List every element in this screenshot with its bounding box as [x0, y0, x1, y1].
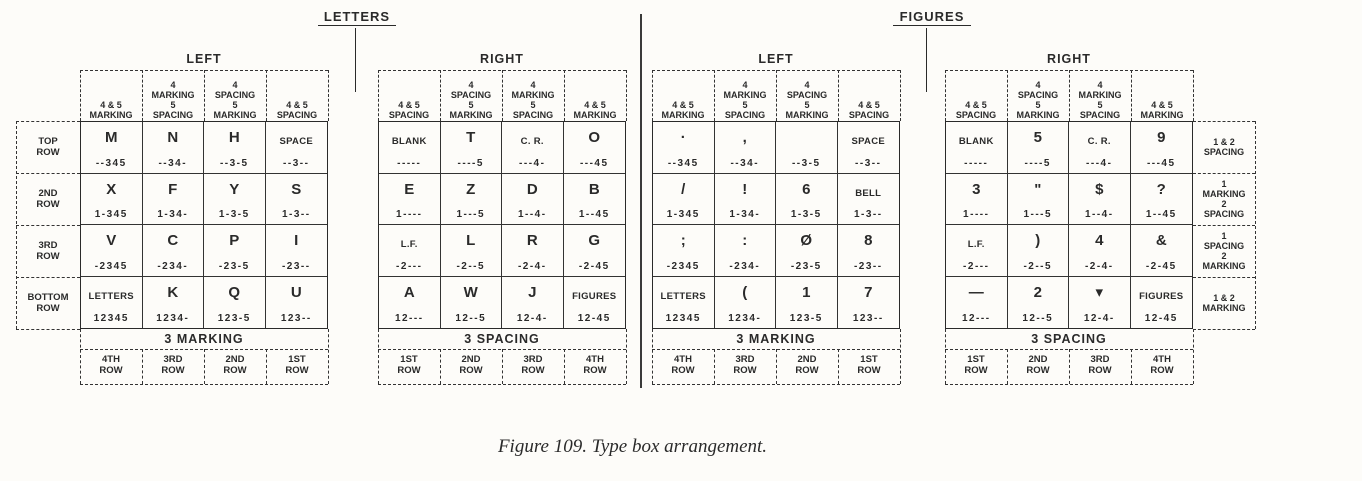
bottom-title: 3 MARKING: [164, 332, 244, 346]
cell-character: G: [588, 232, 601, 249]
cell-code: -2-45: [578, 260, 610, 272]
cell-character: L.F.: [400, 239, 418, 250]
bottom-row-label: 3RD ROW: [521, 354, 545, 376]
type-cell: [715, 122, 777, 174]
bottom-dashed-bottom: [945, 384, 1193, 385]
cell-code: 123-5: [789, 313, 823, 324]
cell-character: FIGURES: [572, 290, 617, 302]
type-cell: [266, 277, 328, 329]
type-cell: [1008, 174, 1070, 226]
bottom-row-label: 4TH ROW: [583, 354, 607, 376]
type-cell: [502, 225, 564, 277]
cell-code: -234-: [729, 260, 761, 272]
cell-character: !: [742, 180, 748, 198]
cell-code: 1-3-5: [218, 209, 250, 220]
cell-character: 4: [1095, 232, 1104, 249]
column-header: 4 SPACING 5 MARKING: [213, 80, 257, 120]
cell-character: (: [742, 283, 748, 301]
type-cell: [776, 122, 838, 174]
cell-character: BLANK: [391, 136, 427, 147]
cell-character: W: [463, 283, 478, 301]
column-header: 4 SPACING 5 MARKING: [449, 80, 493, 120]
cell-code: 12345: [665, 313, 701, 324]
column-header: 4 & 5 SPACING: [276, 100, 318, 120]
cell-character: B: [588, 180, 600, 198]
type-cell: [838, 225, 900, 277]
cell-character: SPACE: [279, 136, 314, 147]
cell-character: C: [167, 232, 179, 249]
type-cell: [143, 122, 205, 174]
rhs-dashed-right: [1255, 121, 1256, 329]
type-cell: [81, 225, 143, 277]
cell-character: &: [1155, 232, 1167, 249]
bottom-dashed-right: [1193, 329, 1194, 384]
cell-character: Ø: [800, 232, 813, 249]
cell-character: K: [167, 283, 179, 301]
cell-code: -2-4-: [517, 260, 547, 272]
type-box-grid: [652, 121, 900, 329]
letters-title-leader: [355, 28, 356, 92]
cell-character: LETTERS: [88, 290, 134, 302]
cell-code: --345: [667, 157, 699, 169]
type-cell: [1008, 277, 1070, 329]
cell-character: ;: [680, 232, 686, 249]
cell-code: 123--: [852, 313, 884, 324]
bottom-dashed-bottom: [652, 384, 900, 385]
type-cell: [946, 174, 1008, 226]
cell-code: -2--5: [1023, 260, 1053, 272]
cell-character: L.F.: [967, 239, 985, 250]
cell-character: V: [106, 232, 117, 249]
cell-character: S: [291, 180, 302, 198]
type-cell: [441, 225, 503, 277]
cell-code: 1--45: [1145, 209, 1177, 220]
bottom-row-label: 4TH ROW: [671, 354, 695, 376]
bottom-dashed-bottom: [80, 384, 328, 385]
type-cell: [946, 225, 1008, 277]
cell-code: ---45: [1146, 157, 1176, 169]
bottom-title: 3 SPACING: [1031, 332, 1107, 346]
cell-code: 12--5: [455, 313, 487, 324]
cell-character: SPACE: [851, 136, 886, 147]
cell-character: 9: [1157, 129, 1166, 146]
right-row-label: 1 SPACING 2 MARKING: [1202, 231, 1246, 271]
cell-character: J: [528, 283, 537, 301]
cell-character: D: [526, 180, 538, 198]
type-cell: [776, 174, 838, 226]
type-cell: [266, 122, 328, 174]
cell-character: 6: [802, 180, 811, 198]
cell-code: 1-345: [94, 209, 128, 220]
center-divider: [640, 14, 642, 388]
column-header: 4 & 5 MARKING: [1140, 100, 1184, 120]
column-header: 4 & 5 MARKING: [573, 100, 617, 120]
cell-code: 1-34-: [729, 209, 761, 220]
column-header: 4 SPACING 5 MARKING: [1016, 80, 1060, 120]
letters-section-title: LETTERS: [318, 9, 396, 26]
bottom-row-label: 2ND ROW: [223, 354, 247, 376]
bottom-row-label: 4TH ROW: [99, 354, 123, 376]
type-cell: [653, 174, 715, 226]
row-label-top: TOP ROW: [36, 136, 60, 158]
cell-character: Q: [228, 283, 241, 301]
cell-character: A: [403, 283, 415, 301]
type-cell: [653, 277, 715, 329]
cell-code: -2-45: [1145, 260, 1177, 272]
type-box-grid: [945, 121, 1193, 329]
cell-character: 7: [864, 283, 873, 301]
cell-code: 12-4-: [1083, 313, 1115, 324]
type-cell: [204, 277, 266, 329]
cell-code: -2--5: [456, 260, 486, 272]
cell-character: C. R.: [520, 136, 544, 147]
cell-code: -2-4-: [1084, 260, 1114, 272]
cell-code: 1-3--: [281, 209, 311, 220]
header-dashed-divider: [626, 70, 627, 121]
column-header: 4 & 5 MARKING: [89, 100, 133, 120]
cell-character: ): [1035, 232, 1041, 249]
cell-character: N: [167, 129, 179, 146]
type-cell: [441, 122, 503, 174]
cell-code: 12-4-: [516, 313, 548, 324]
block-title-right: RIGHT: [1047, 52, 1091, 66]
bottom-row-label: 3RD ROW: [733, 354, 757, 376]
cell-code: --3-5: [219, 157, 249, 169]
header-dashed-divider: [1193, 70, 1194, 121]
row-label-3rd: 3RD ROW: [36, 240, 60, 262]
cell-character: C. R.: [1087, 136, 1111, 147]
cell-code: -2---: [396, 260, 423, 272]
cell-code: --34-: [158, 157, 188, 169]
type-cell: [143, 174, 205, 226]
type-cell: [204, 225, 266, 277]
type-cell: [838, 174, 900, 226]
type-cell: [266, 174, 328, 226]
type-cell: [564, 225, 626, 277]
cell-code: 1--4-: [517, 209, 547, 220]
cell-character: Z: [466, 180, 476, 198]
bottom-row-label: 1ST ROW: [397, 354, 421, 376]
type-cell: [776, 225, 838, 277]
cell-character: —: [968, 283, 984, 301]
type-cell: [143, 277, 205, 329]
bottom-row-label: 3RD ROW: [1088, 354, 1112, 376]
cell-code: -23-5: [218, 260, 250, 272]
cell-character: 3: [972, 180, 981, 198]
type-cell: [81, 174, 143, 226]
type-cell: [81, 277, 143, 329]
cell-code: 12--5: [1022, 313, 1054, 324]
cell-character: O: [588, 129, 601, 146]
cell-code: ----5: [1024, 157, 1051, 169]
cell-character: :: [742, 232, 748, 249]
bottom-row-label: 4TH ROW: [1150, 354, 1174, 376]
type-cell: [1131, 174, 1193, 226]
type-cell: [143, 225, 205, 277]
type-cell: [81, 122, 143, 174]
type-cell: [204, 122, 266, 174]
type-cell: [564, 174, 626, 226]
cell-code: 1--4-: [1084, 209, 1114, 220]
type-cell: [564, 122, 626, 174]
row-label-dashed-divider: [16, 329, 80, 330]
cell-character: 2: [1033, 283, 1042, 301]
cell-code: ----5: [457, 157, 484, 169]
type-cell: [1069, 122, 1131, 174]
row-label-2nd: 2ND ROW: [36, 188, 60, 210]
type-cell: [379, 174, 441, 226]
type-cell: [1069, 174, 1131, 226]
type-cell: [1131, 277, 1193, 329]
type-cell: [838, 277, 900, 329]
cell-code: ---45: [579, 157, 609, 169]
cell-code: -23--: [281, 260, 311, 272]
type-cell: [204, 174, 266, 226]
bottom-row-label: 1ST ROW: [285, 354, 309, 376]
type-cell: [946, 122, 1008, 174]
cell-code: ---4-: [1086, 157, 1113, 169]
bottom-row-label: 2ND ROW: [1026, 354, 1050, 376]
bottom-dashed-right: [328, 329, 329, 384]
header-dashed-divider: [900, 70, 901, 121]
cell-character: ,: [742, 129, 747, 146]
cell-code: 1---5: [456, 209, 486, 220]
type-cell: [502, 277, 564, 329]
type-cell: [1131, 122, 1193, 174]
cell-code: 1234-: [156, 313, 190, 324]
type-cell: [379, 277, 441, 329]
cell-code: 1----: [396, 209, 423, 220]
type-cell: [1069, 225, 1131, 277]
figures-section-title: FIGURES: [893, 9, 971, 26]
cell-character: LETTERS: [660, 290, 706, 302]
cell-character: X: [106, 180, 117, 198]
type-cell: [564, 277, 626, 329]
bottom-dashed-right: [900, 329, 901, 384]
block-title-right: RIGHT: [480, 52, 524, 66]
cell-code: -2345: [94, 260, 128, 272]
column-header: 4 MARKING 5 SPACING: [151, 80, 195, 120]
type-cell: [441, 174, 503, 226]
cell-code: -23-5: [790, 260, 822, 272]
cell-character: 8: [864, 232, 873, 249]
cell-code: 123--: [280, 313, 312, 324]
type-cell: [653, 225, 715, 277]
column-header: 4 & 5 SPACING: [848, 100, 890, 120]
cell-code: -2345: [666, 260, 700, 272]
cell-code: 1----: [963, 209, 990, 220]
cell-character: ·: [680, 129, 686, 146]
type-cell: [653, 122, 715, 174]
cell-character: ?: [1156, 180, 1166, 198]
cell-code: -234-: [157, 260, 189, 272]
cell-character: R: [526, 232, 538, 249]
column-header: 4 MARKING 5 SPACING: [511, 80, 555, 120]
cell-code: 12---: [394, 313, 424, 324]
bottom-row-label: 2ND ROW: [795, 354, 819, 376]
type-cell: [502, 174, 564, 226]
type-cell: [502, 122, 564, 174]
bottom-row-label: 2ND ROW: [459, 354, 483, 376]
type-box-grid: [80, 121, 328, 329]
type-cell: [1008, 225, 1070, 277]
right-row-label: 1 & 2 MARKING: [1202, 293, 1246, 313]
cell-code: 1---5: [1023, 209, 1053, 220]
cell-code: -----: [397, 157, 422, 169]
cell-character: U: [290, 283, 302, 301]
cell-code: ---4-: [519, 157, 546, 169]
figures-title-leader: [926, 28, 927, 92]
rhs-dashed-divider: [1193, 329, 1255, 330]
cell-code: --345: [95, 157, 127, 169]
cell-character: 1: [802, 283, 811, 301]
header-dashed-divider: [328, 70, 329, 121]
cell-code: --3--: [855, 157, 882, 169]
type-cell: [266, 225, 328, 277]
type-cell: [715, 174, 777, 226]
type-cell: [379, 225, 441, 277]
bottom-row-label: 1ST ROW: [857, 354, 881, 376]
cell-code: 12345: [93, 313, 129, 324]
cell-character: Y: [229, 180, 240, 198]
column-header: 4 & 5 MARKING: [661, 100, 705, 120]
cell-character: M: [105, 129, 118, 146]
cell-character: ▾: [1095, 283, 1104, 301]
block-title-left: LEFT: [758, 52, 794, 66]
type-cell: [1069, 277, 1131, 329]
cell-code: -23--: [853, 260, 883, 272]
type-cell: [379, 122, 441, 174]
column-header: 4 MARKING 5 SPACING: [1078, 80, 1122, 120]
column-header: 4 & 5 SPACING: [955, 100, 997, 120]
right-row-label: 1 & 2 SPACING: [1203, 137, 1245, 157]
cell-character: ": [1034, 180, 1042, 198]
figure-caption: Figure 109. Type box arrangement.: [497, 436, 768, 457]
cell-code: --3--: [283, 157, 310, 169]
row-label-bottom: BOTTOM ROW: [27, 292, 69, 314]
column-header: 4 & 5 SPACING: [388, 100, 430, 120]
cell-code: 12-45: [1144, 313, 1178, 324]
column-header: 4 MARKING 5 SPACING: [723, 80, 767, 120]
cell-code: 12---: [961, 313, 991, 324]
cell-character: FIGURES: [1139, 290, 1184, 302]
cell-character: BLANK: [958, 136, 994, 147]
cell-code: 1-3-5: [790, 209, 822, 220]
cell-code: 1-34-: [157, 209, 189, 220]
cell-code: --34-: [730, 157, 760, 169]
cell-character: L: [466, 232, 476, 249]
cell-character: P: [229, 232, 240, 249]
cell-character: 5: [1033, 129, 1042, 146]
cell-character: /: [681, 180, 686, 198]
cell-character: I: [294, 232, 299, 249]
bottom-dashed-bottom: [378, 384, 626, 385]
bottom-dashed-right: [626, 329, 627, 384]
cell-character: $: [1095, 180, 1104, 198]
bottom-title: 3 MARKING: [736, 332, 816, 346]
cell-code: 123-5: [217, 313, 251, 324]
cell-code: 1234-: [728, 313, 762, 324]
type-cell: [776, 277, 838, 329]
type-cell: [715, 225, 777, 277]
cell-character: F: [168, 180, 178, 198]
bottom-title: 3 SPACING: [464, 332, 540, 346]
type-cell: [1008, 122, 1070, 174]
bottom-row-label: 3RD ROW: [161, 354, 185, 376]
cell-code: -2---: [963, 260, 990, 272]
type-box-grid: [378, 121, 626, 329]
cell-character: BELL: [855, 187, 882, 199]
type-cell: [441, 277, 503, 329]
bottom-row-label: 1ST ROW: [964, 354, 988, 376]
cell-code: -----: [964, 157, 989, 169]
type-cell: [946, 277, 1008, 329]
cell-character: H: [228, 129, 240, 146]
block-title-left: LEFT: [186, 52, 222, 66]
cell-code: 1--45: [578, 209, 610, 220]
type-cell: [715, 277, 777, 329]
type-cell: [838, 122, 900, 174]
cell-code: 1-3--: [853, 209, 883, 220]
cell-code: 1-345: [666, 209, 700, 220]
column-header: 4 SPACING 5 MARKING: [785, 80, 829, 120]
cell-code: 12-45: [577, 313, 611, 324]
cell-character: T: [466, 129, 476, 146]
cell-character: E: [404, 180, 415, 198]
type-cell: [1131, 225, 1193, 277]
cell-code: --3-5: [791, 157, 821, 169]
right-row-label: 1 MARKING 2 SPACING: [1202, 179, 1246, 219]
